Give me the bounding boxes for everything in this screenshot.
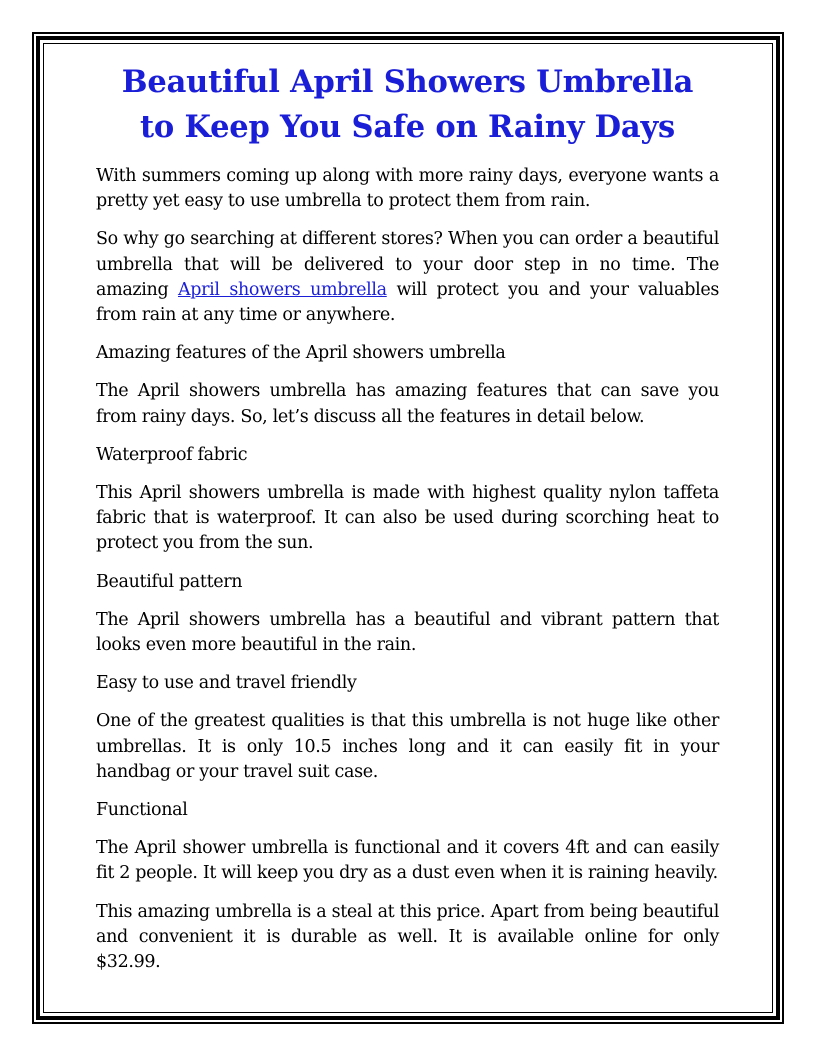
order-text-before-link: So why go searching at different stores? When you can order a beautiful umbrella that will be delivered to your door step in no time. The amazing: [96, 229, 719, 300]
travel-paragraph: One of the greatest qualities is that this umbrella is not huge like other umbrellas. It is only 10.5 inches long and it can easily fit in your handbag or your travel suit case.: [96, 711, 719, 782]
closing-paragraph: This amazing umbrella is a steal at this price. Apart from being beautiful and convenient it is durable as well. It is available online for only $32.99.: [96, 901, 719, 973]
waterproof-paragraph: This April showers umbrella is made with highest quality nylon taffeta fabric that is waterproof. It can also be used during scorching heat to protect you from the sun.: [96, 483, 719, 554]
pattern-paragraph: The April showers umbrella has a beautiful and vibrant pattern that looks even more beautiful in the rain.: [96, 609, 719, 656]
order-text-after-link: will protect you and your valuables from rain at any time or anywhere.: [96, 279, 720, 326]
order-paragraph: [96, 227, 719, 328]
title-line-1: Beautiful April Showers Umbrella: [121, 64, 694, 100]
features-heading: Amazing features of the April showers umbrella: [96, 343, 506, 364]
waterproof-heading: Waterproof fabric: [96, 444, 248, 465]
functional-heading: Functional: [96, 800, 188, 821]
intro-paragraph: With summers coming up along with more rainy days, everyone wants a pretty yet easy to use umbrella to protect them from rain.: [96, 166, 719, 212]
pattern-heading: Beautiful pattern: [96, 571, 243, 592]
title-line-2: to Keep You Safe on Rainy Days: [140, 109, 675, 145]
april-showers-umbrella-link[interactable]: April showers umbrella: [178, 279, 387, 300]
document-body: [96, 60, 719, 988]
features-intro-paragraph: The April showers umbrella has amazing features that can save you from rainy days. So, let’s discuss all the features in detail below.: [96, 381, 719, 427]
document-title: [96, 60, 719, 150]
travel-heading: Easy to use and travel friendly: [96, 673, 357, 694]
functional-paragraph: The April shower umbrella is functional and it covers 4ft and can easily fit 2 people. It will keep you dry as a dust even when it is raining heavily.: [96, 838, 719, 884]
